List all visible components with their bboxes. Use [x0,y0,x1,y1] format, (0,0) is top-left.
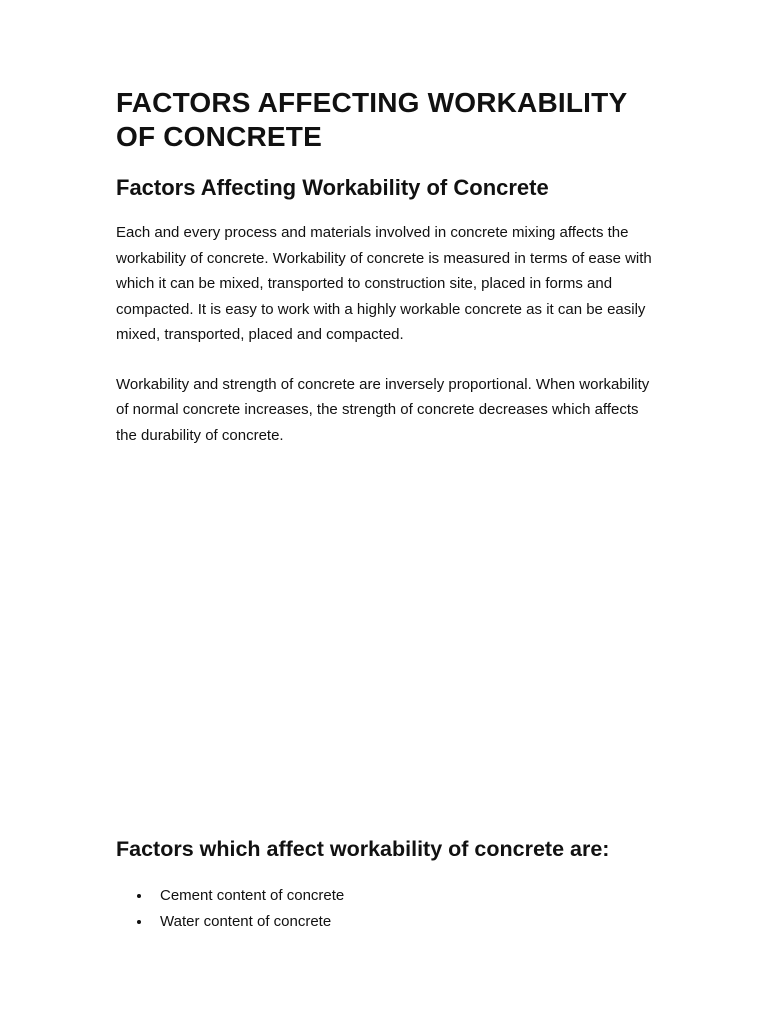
section-subtitle: Factors Affecting Workability of Concrete [116,175,549,200]
list-item [116,909,344,935]
strength-paragraph: Workability and strength of concrete are inversely proportional. When workability of normal concrete increases, the strength of concrete decreases which affects the durability of concrete. [116,375,650,444]
list-item [116,883,344,909]
list-item-label: Water content of concrete [160,912,332,930]
factors-list [116,883,344,934]
bullet-icon [137,894,141,898]
intro-paragraph: Each and every process and materials involved in concrete mixing affects the workability of concrete. Workability of concrete is measured in terms of ease with which it can be mixed, transported to construction site, placed in forms and compacted. It is easy to work with a highly workable concrete as it can be easily mixed, transported, placed and compacted. [116,224,652,343]
list-item-label: Cement content of concrete [160,887,345,904]
document-body [116,86,656,448]
factors-heading: Factors which affect workability of concrete are: [116,837,610,861]
bullet-icon [137,920,141,924]
page-title: FACTORS AFFECTING WORKABILITY OF CONCRETE [116,87,627,152]
